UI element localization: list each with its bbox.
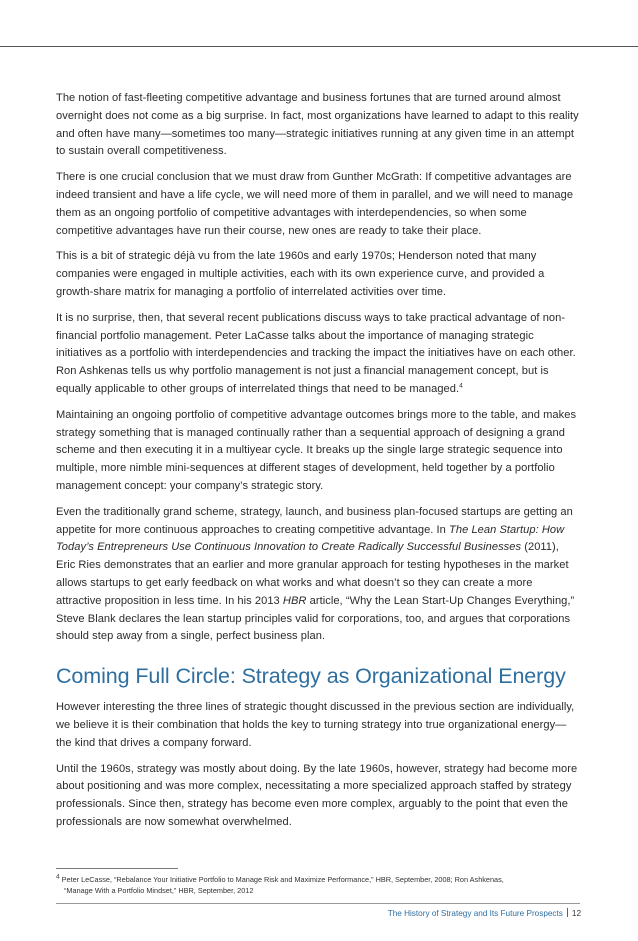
footnote-line-2: “Manage With a Portfolio Mindset,” HBR, September, 2012: [64, 886, 254, 895]
paragraph-7: However interesting the three lines of strategic thought discussed in the previous section are individually, we believe it is their combination that holds the key to turning strategy into true organizational energy—the kind that drives a company forward.: [56, 701, 575, 749]
footnote-rule: [56, 868, 178, 869]
paragraph-4: [56, 310, 580, 399]
footnote-4: [56, 874, 580, 896]
paragraph-6-text-a: Even the traditionally grand scheme, strategy, launch, and business plan-focused startups are getting an appetite for more continuous approaches to creating competitive advantage. In: [56, 505, 573, 536]
paragraph-2: There is one crucial conclusion that we must draw from Gunther McGrath: If competitive advantages are indeed transient and have a life cycle, we will need more of them in parallel, and we will need to manage them as an ongoing portfolio of competitive advantages with interdependencies, so when some competitive advantages have run their course, new ones are ready to take their place.: [56, 171, 574, 237]
footer-separator: [567, 908, 568, 917]
paragraph-3: This is a bit of strategic déjà vu from the late 1960s and early 1970s; Henderson noted that many companies were engaged in multiple activities, each with its own experience curve, and provided a growth-share matrix for managing a portfolio of interrelated activities over time.: [56, 250, 545, 298]
paragraph-6-text-c: article, “Why the Lean Start-Up Changes Everything,” Steve Blank declares the lean startup principles valid for corporations, too, and argues that corporations should step away from a single, perfect business plan.: [56, 594, 575, 643]
main-content: [56, 90, 580, 840]
footnote-number: 4: [56, 873, 60, 881]
paragraph-4-text: It is no surprise, then, that several recent publications discuss ways to take practical advantage of non-financial portfolio management. Peter LaCasse talks about the importance of managing strategic initiatives as a portfolio with interdependencies and tracking the impact the initiatives have on each other. Ron Ashkenas tells us why portfolio management is not just a financial management concept, but is equally applicable to other groups of interrelated things that need to be managed.: [56, 311, 576, 395]
publication-name: HBR: [282, 594, 307, 607]
footnote-line-1: Peter LeCasse, “Rebalance Your Initiative Portfolio to Manage Risk and Maximize Performance,” HBR, September, 2008; Ron Ashkenas,: [59, 875, 504, 884]
paragraph-8: Until the 1960s, strategy was mostly about doing. By the late 1960s, however, strategy had become more about positioning and was more complex, necessitating a more specialized approach staffed by strategy professionals. Since then, strategy has become even more complex, arguably to the point that even the professionals are now somewhat overwhelmed.: [56, 762, 578, 828]
book-title: The Lean Startup: How Today’s Entrepreneurs Use Continuous Innovation to Create Radically Successful Businesses: [56, 523, 565, 554]
page-footer: [388, 908, 581, 918]
paragraph-6-text-b: (2011), Eric Ries demonstrates that an earlier and more granular approach for testing hypotheses in the market allows startups to get early feedback on what works and what doesn’t so they can create a more attractive proposition in less time. In his 2013: [56, 541, 569, 607]
footer-rule: [56, 903, 580, 904]
footer-title: The History of Strategy and Its Future Prospects: [387, 909, 563, 918]
page-number: 12: [571, 909, 581, 918]
paragraph-6: [56, 504, 580, 646]
section-heading: Coming Full Circle: Strategy as Organizational Energy: [56, 664, 566, 689]
paragraph-1: The notion of fast-fleeting competitive advantage and business fortunes that are turned around almost overnight does not come as a big surprise. In fact, most organizations have learned to adapt to this reality and often have many—sometimes too many—strategic initiatives running at any given time in an attempt to sustain overall competitiveness.: [56, 92, 579, 158]
footnote-ref-4[interactable]: 4: [459, 382, 463, 390]
header-rule: [0, 46, 638, 47]
paragraph-5: Maintaining an ongoing portfolio of competitive advantage outcomes brings more to the table, and makes strategy something that is managed continually rather than a sequential approach of designing a grand scheme and then executing it in a multiyear cycle. It breaks up the single large strategic sequence into multiple, more nimble mini-sequences at different stages of development, held together by a portfolio management concept: your company’s strategic story.: [56, 408, 577, 492]
